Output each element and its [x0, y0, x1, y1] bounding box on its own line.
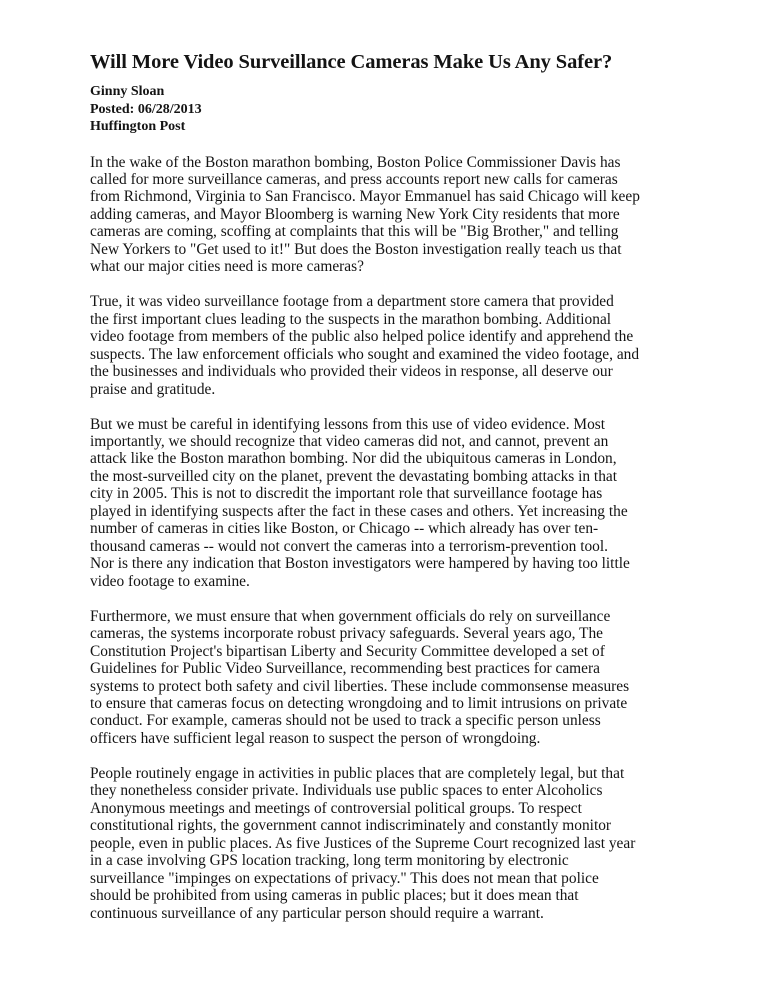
text-line: thousand cameras -- would not convert the cameras into a terrorism-prevention tool.	[90, 537, 608, 555]
posted-date: Posted: 06/28/2013	[90, 101, 202, 117]
text-line: the first important clues leading to the suspects in the marathon bombing. Additional	[90, 310, 612, 328]
text-line: attack like the Boston marathon bombing. Nor did the ubiquitous cameras in London,	[90, 450, 617, 468]
text-line: city in 2005. This is not to discredit the important role that surveillance footage has	[90, 485, 603, 503]
text-line: from Richmond, Virginia to San Francisco. Mayor Emmanuel has said Chicago will keep	[90, 188, 640, 206]
text-line: cameras are coming, scoffing at complaints that this will be "Big Brother," and telling	[90, 223, 619, 241]
paragraph-4	[90, 608, 690, 748]
text-line: called for more surveillance cameras, and press accounts report new calls for cameras	[90, 170, 618, 188]
text-line: Anonymous meetings and meetings of controversial political groups. To respect	[90, 799, 582, 817]
text-line: the businesses and individuals who provided their videos in response, all deserve our	[90, 363, 613, 381]
text-line: Nor is there any indication that Boston investigators were hampered by having too little	[90, 555, 630, 573]
text-line: Furthermore, we must ensure that when government officials do rely on surveillance	[90, 607, 611, 625]
text-line: should be prohibited from using cameras in public places; but it does mean that	[90, 887, 579, 905]
paragraph-5	[90, 765, 690, 922]
paragraph-1	[90, 154, 690, 276]
text-line: video footage to examine.	[90, 572, 250, 590]
text-line: conduct. For example, cameras should not be used to track a specific person unless	[90, 712, 601, 730]
document-page	[90, 49, 690, 940]
text-line: to ensure that cameras focus on detecting wrongdoing and to limit intrusions on private	[90, 694, 628, 712]
text-line: continuous surveillance of any particular person should require a warrant.	[90, 904, 544, 922]
text-line: True, it was video surveillance footage from a department store camera that provided	[90, 293, 614, 311]
text-line: played in identifying suspects after the fact in these cases and others. Yet increasing the	[90, 502, 628, 520]
text-line: People routinely engage in activities in public places that are completely legal, but that	[90, 764, 625, 782]
paragraph-3	[90, 416, 690, 591]
text-line: importantly, we should recognize that video cameras did not, and cannot, prevent an	[90, 433, 609, 451]
text-line: suspects. The law enforcement officials who sought and examined the video footage, and	[90, 345, 640, 363]
text-line: in a case involving GPS location tracking, long term monitoring by electronic	[90, 852, 569, 870]
text-line: they nonetheless consider private. Individuals use public spaces to enter Alcoholics	[90, 782, 603, 800]
text-line: Constitution Project's bipartisan Liberty and Security Committee developed a set of	[90, 642, 605, 660]
text-line: New Yorkers to "Get used to it!" But does the Boston investigation really teach us that	[90, 240, 622, 258]
text-line: But we must be careful in identifying lessons from this use of video evidence. Most	[90, 415, 606, 433]
text-line: Guidelines for Public Video Surveillance, recommending best practices for camera	[90, 660, 600, 678]
text-line: cameras, the systems incorporate robust privacy safeguards. Several years ago, The	[90, 625, 603, 643]
paragraph-2	[90, 293, 690, 398]
text-line: praise and gratitude.	[90, 380, 216, 398]
text-line: officers have sufficient legal reason to suspect the person of wrongdoing.	[90, 729, 541, 747]
text-line: In the wake of the Boston marathon bombing, Boston Police Commissioner Davis has	[90, 153, 621, 171]
text-line: video footage from members of the public also helped police identify and apprehend the	[90, 328, 634, 346]
byline	[90, 83, 690, 136]
text-line: what our major cities need is more cameras?	[90, 258, 364, 276]
text-line: constitutional rights, the government cannot indiscriminately and constantly monitor	[90, 817, 612, 835]
publication-name: Huffington Post	[90, 119, 186, 134]
text-line: people, even in public places. As five Justices of the Supreme Court recognized last year	[90, 834, 636, 852]
text-line: number of cameras in cities like Boston, or Chicago -- which already has over ten-	[90, 520, 599, 538]
text-line: adding cameras, and Mayor Bloomberg is warning New York City residents that more	[90, 205, 620, 223]
text-line: systems to protect both safety and civil liberties. These include commonsense measures	[90, 677, 630, 695]
article-title: Will More Video Surveillance Cameras Make Us Any Safer?	[90, 51, 613, 73]
author-name: Ginny Sloan	[90, 84, 165, 99]
text-line: the most-surveilled city on the planet, prevent the devastating bombing attacks in that	[90, 467, 617, 485]
text-line: surveillance "impinges on expectations of privacy." This does not mean that police	[90, 869, 599, 887]
